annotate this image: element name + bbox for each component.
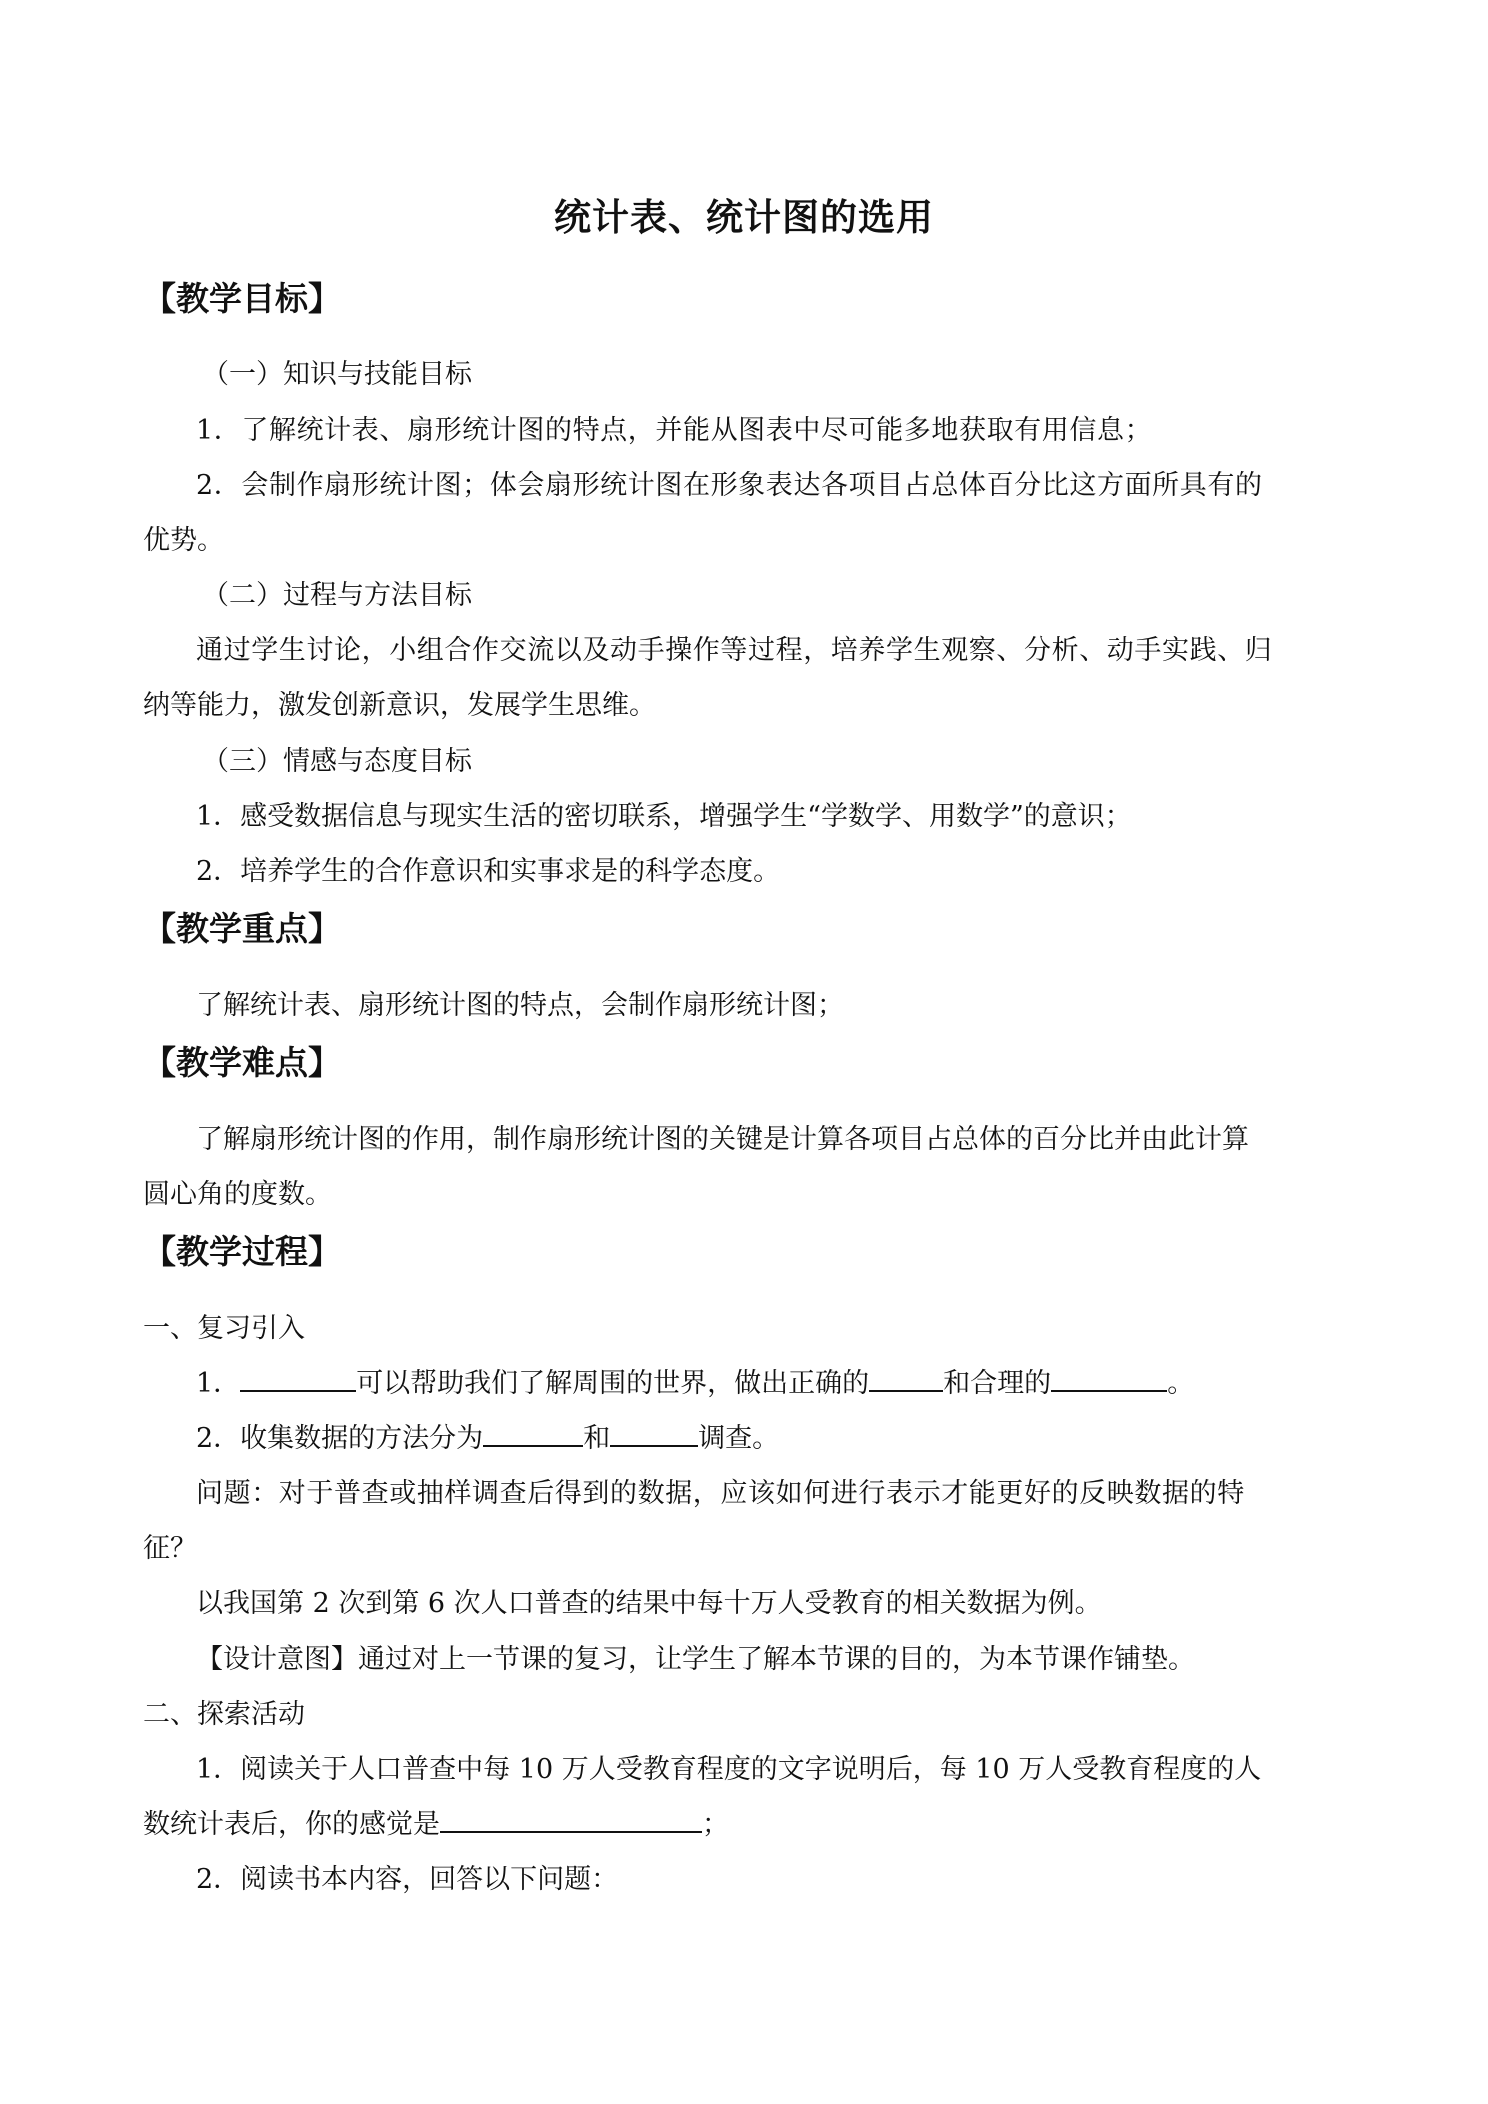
heading-key-points: 【教学重点】 xyxy=(143,909,341,948)
objective-item-4: 2．培养学生的合作意识和实事求是的科学态度。 xyxy=(196,856,781,887)
q1-text-b: 和合理的 xyxy=(943,1368,1052,1399)
key-points-text: 了解统计表、扇形统计图的特点，会制作扇形统计图； xyxy=(196,990,844,1021)
activity-2: 2．阅读书本内容，回答以下问题： xyxy=(196,1864,619,1895)
q2-text-end: 调查。 xyxy=(698,1423,780,1454)
q2-text-a: 2．收集数据的方法分为 xyxy=(196,1423,484,1454)
answer-blank xyxy=(1051,1364,1167,1392)
activity-1-end: ； xyxy=(702,1809,729,1840)
section-review-intro: 一、复习引入 xyxy=(143,1313,305,1344)
objective-subtitle-knowledge: （一）知识与技能目标 xyxy=(202,359,472,390)
design-intent-text: 【设计意图】通过对上一节课的复习，让学生了解本节课的目的，为本节课作铺垫。 xyxy=(196,1644,1195,1675)
answer-blank xyxy=(869,1364,943,1392)
question-line-1: 问题：对于普查或抽样调查后得到的数据，应该如何进行表示才能更好的反映数据的特 xyxy=(196,1478,1245,1509)
section-explore-activity: 二、探索活动 xyxy=(143,1699,305,1730)
page-title: 统计表、统计图的选用 xyxy=(554,196,934,239)
activity-1-line-1: 1．阅读关于人口普查中每 10 万人受教育程度的文字说明后，每 10 万人受教育程度的人 xyxy=(196,1754,1262,1785)
answer-blank xyxy=(240,1364,356,1392)
heading-objectives: 【教学目标】 xyxy=(143,279,341,318)
process-goal-line-1: 通过学生讨论，小组合作交流以及动手操作等过程，培养学生观察、分析、动手实践、归 xyxy=(196,635,1273,666)
objective-subtitle-process: （二）过程与方法目标 xyxy=(202,580,472,611)
difficulties-text-line-2: 圆心角的度数。 xyxy=(143,1179,332,1210)
answer-blank xyxy=(610,1419,698,1447)
objective-item-2-line-1: 2．会制作扇形统计图；体会扇形统计图在形象表达各项目占总体百分比这方面所具有的 xyxy=(196,470,1263,501)
process-goal-line-2: 纳等能力，激发创新意识，发展学生思维。 xyxy=(143,690,656,721)
heading-difficulties: 【教学难点】 xyxy=(143,1043,341,1082)
fill-in-question-2 xyxy=(196,1419,779,1459)
heading-process: 【教学过程】 xyxy=(143,1232,341,1271)
answer-blank xyxy=(483,1419,583,1447)
question-line-2: 征？ xyxy=(143,1533,197,1564)
objective-item-2-line-2: 优势。 xyxy=(143,525,224,556)
objective-item-3: 1．感受数据信息与现实生活的密切联系，增强学生“学数学、用数学”的意识； xyxy=(196,801,1132,832)
q1-text-a: 可以帮助我们了解周围的世界，做出正确的 xyxy=(356,1368,870,1399)
q2-text-b: 和 xyxy=(583,1423,611,1454)
activity-1-line-2 xyxy=(143,1805,729,1845)
activity-1-text: 数统计表后，你的感觉是 xyxy=(143,1809,440,1840)
objective-item-1: 1．了解统计表、扇形统计图的特点，并能从图表中尽可能多地获取有用信息； xyxy=(196,415,1153,446)
objective-subtitle-attitude: （三）情感与态度目标 xyxy=(202,746,472,777)
difficulties-text-line-1: 了解扇形统计图的作用，制作扇形统计图的关键是计算各项目占总体的百分比并由此计算 xyxy=(196,1124,1249,1155)
q1-number: 1． xyxy=(196,1368,241,1399)
example-text: 以我国第 2 次到第 6 次人口普查的结果中每十万人受教育的相关数据为例。 xyxy=(196,1588,1102,1619)
answer-blank xyxy=(440,1805,702,1833)
q1-text-end: 。 xyxy=(1167,1368,1195,1399)
fill-in-question-1 xyxy=(196,1364,1194,1404)
